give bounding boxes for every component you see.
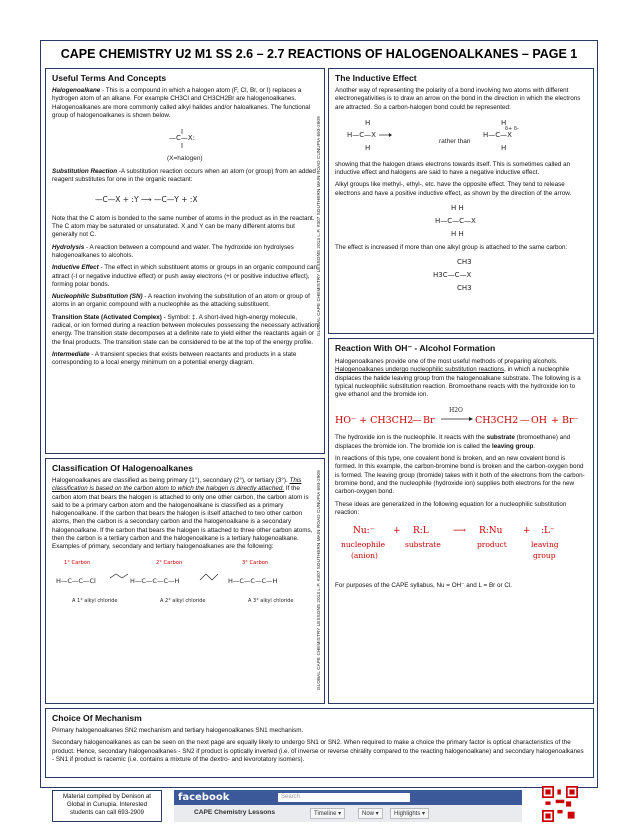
bromoethane-equation xyxy=(335,403,589,429)
useful-terms-heading: Useful Terms And Concepts xyxy=(52,73,167,83)
svg-text:H—C—C—C—H: H—C—C—C—H xyxy=(228,576,278,585)
halogen-label: (X=halogen) xyxy=(167,155,203,163)
note-text: Note that the C atom is bonded to the same number of atoms in the product as in the reactant. The C atom may be saturated or unsaturated. X and Y can be many different atoms but generally not C. xyxy=(52,214,315,239)
equation-arrow-label: H2O xyxy=(449,407,463,415)
svg-text:Nu:⁻: Nu:⁻ xyxy=(353,526,375,537)
inductive-effect-panel xyxy=(328,68,594,334)
svg-text:CH3: CH3 xyxy=(457,284,472,293)
svg-text:⟶: ⟶ xyxy=(453,526,466,537)
mechanism-p2: Secondary halogenoalkanes as can be seen on the next page are equally likely to undergo SN1 or SN2. When required to make a choice the primary factor is optical characteristics of the product. Hence, secondary halogenoalkanes - SN2 if product is optically inverted (i.e. of inverse or reverse chirality compared to the reacting halogenoalkane) and secondary halogenoalkanes - SN1 if product is racemic (i.e. contains a mixture of the dextro- and levorotatory isomers). xyxy=(52,739,584,763)
svg-text:H—C—X: H—C—X xyxy=(347,130,376,139)
facebook-highlights-button[interactable]: Highlights ▾ xyxy=(390,808,429,819)
inductive-p1: Another way of representing the polarity of a bond involving two atoms with different electronegativities is to draw an arrow on the bond in the direction in which the electrons are attracted. So a carbon-halogen bond could be represented: xyxy=(335,87,581,111)
example-3-name: A 3° alkyl chloride xyxy=(248,597,294,604)
mechanism-heading: Choice Of Mechanism xyxy=(52,713,142,723)
svg-text:H—C—X: H—C—X xyxy=(483,130,512,139)
svg-text:—C—X:: —C—X: xyxy=(169,134,196,143)
svg-text:R:Nu: R:Nu xyxy=(479,526,503,537)
halogenoalkane-definition: Halogenoalkane - This is a compound in which a halogen atom (F, Cl, Br, or I) replaces a hydrogen atom of an alkane. For example CH3Cl and CH3CH2Br are halogenoalkanes. Halogenoalkanes are more commonly called alkyl halides and/or haloalkanes. The functional group of halogenoalkanes is shown below. xyxy=(52,87,311,119)
svg-text:H H: H H xyxy=(451,230,464,239)
svg-text:δ+ δ-: δ+ δ- xyxy=(505,125,519,132)
inductive-p2: showing that the halogen draws electrons towards itself. This is sometimes called an inductive effect and halogens are said to have a negative inductive effect. xyxy=(335,160,571,177)
equation-br: Br xyxy=(423,415,435,427)
facebook-now-button[interactable]: Now ▾ xyxy=(358,808,383,819)
svg-text:H: H xyxy=(365,118,371,127)
reaction-panel xyxy=(328,338,594,704)
reaction-p5: For purposes of the CAPE syllabus, Nu = OH⁻ and L = Br or Cl. xyxy=(335,582,513,590)
svg-text:H3C—C—X: H3C—C—X xyxy=(433,271,472,280)
svg-text:H: H xyxy=(501,143,507,152)
mechanism-panel xyxy=(45,708,594,778)
side-text-lower: GLOBAL CAPE CHEMISTRY LESSONS 2013 L.P. #307 SOUTHERN MAIN ROAD CUNUPIA 693-2909 xyxy=(316,470,321,690)
inductive-heading: The Inductive Effect xyxy=(335,73,417,83)
inductive-p3: Alkyl groups like methyl-, ethyl-, etc. have the opposite effect. They tend to release electrons and have a positive inductive effect, as shown by the direction of the arrow. xyxy=(335,181,572,197)
equation-left: HO⁻ + CH3CH2 xyxy=(335,415,414,427)
reaction-p2: The hydroxide ion is the nucleophile. It reacts with the substrate (bromoethane) and displaces the bromide ion. The bromide ion is called the leaving group. xyxy=(335,434,571,450)
reaction-heading: Reaction With OH⁻ - Alcohol Formation xyxy=(335,343,496,353)
reaction-p1: Halogenoalkanes provide one of the most useful methods of preparing alcohols. Halogenoalkanes undergo nucleophilic substitution reactions, in which a nucleophile displaces the halide leaving group from the halogenoalkane substrate. The following is a typical nucleophilic substitution reaction. Bromoethane reacts with the hydroxide ion to give ethanol and the bromide ion. xyxy=(335,358,581,399)
classification-examples-diagram xyxy=(52,556,318,606)
side-text-upper: GLOBAL CAPE CHEMISTRY LESSONS 2013 L.P. #307 SOUTHERN MAIN ROAD CUNUPIA 693-2909 xyxy=(316,116,321,336)
svg-text:+: + xyxy=(523,526,531,537)
svg-text:R:L: R:L xyxy=(413,526,429,537)
classification-panel xyxy=(45,458,325,704)
intermediate-definition: Intermediate - A transient species that exists between reactants and products in a state corresponding to a local energy minimum on a potential energy diagram. xyxy=(52,350,297,367)
classification-heading: Classification Of Halogenoalkanes xyxy=(52,463,193,473)
svg-text:H—C—C—X: H—C—C—X xyxy=(435,217,476,226)
svg-text:+: + xyxy=(393,526,401,537)
example-1-type: 1° Carbon xyxy=(64,559,91,566)
general-substitution-equation xyxy=(335,521,589,569)
svg-text:group: group xyxy=(533,551,556,561)
svg-text:CH3: CH3 xyxy=(457,258,472,267)
svg-text:—: — xyxy=(412,415,422,427)
svg-text:H: H xyxy=(365,143,371,152)
example-1-name: A 1° alkyl chloride xyxy=(72,597,118,604)
hydrolysis-definition: Hydrolysis - A reaction between a compound and water. The hydroxide ion hydrolyses halogenoalkanes to alcohols. xyxy=(52,243,294,259)
classification-text: Halogenoalkanes are classified as being primary (1°), secondary (2°), or tertiary (3°). This classification is based on the carbon atom to which the halogen is directly attached. If the carbon atom that bears the halogen is attached to only one other carbon, the carbon atom is said to be a primary carbon atom and the halogenoalkane is classified as a primary halogenoalkane. If the carbon that bears the halogen is itself attached to two other carbon atoms, then the carbon is a secondary carbon and the halogenoalkane is a secondary halogenoalkane. If the carbon that bears the halogen is attached to three other carbon atoms, then the carbon is a tertiary carbon and the halogenoalkane is a tertiary halogenoalkane. Examples of primary, secondary and tertiary halogenoalkanes are the following: xyxy=(52,477,313,551)
equation-oh: OH xyxy=(531,415,548,427)
equation-end: + Br⁻ xyxy=(551,415,579,427)
alkyl-push-diagram xyxy=(421,202,501,240)
facebook-page-bar xyxy=(174,805,522,822)
svg-text:substrate: substrate xyxy=(405,540,441,550)
facebook-logo: facebook xyxy=(178,792,230,803)
bond-polarity-diagram xyxy=(335,116,589,156)
svg-text::L⁻: :L⁻ xyxy=(541,526,555,537)
rather-than-label: rather than xyxy=(439,137,471,145)
facebook-timeline-button[interactable]: Timeline ▾ xyxy=(310,808,345,819)
reaction-p4: These ideas are generalized in the following equation for a nucleophilic substitution reaction: xyxy=(335,500,567,516)
svg-text:leaving: leaving xyxy=(531,540,559,550)
equation-right: CH3CH2 xyxy=(475,415,519,427)
example-2-type: 2° Carbon xyxy=(156,559,183,566)
facebook-banner[interactable] xyxy=(174,790,522,822)
svg-text:H—C—C—C—H: H—C—C—C—H xyxy=(130,576,180,585)
svg-text:—: — xyxy=(520,415,530,427)
transition-definition: Transition State (Activated Complex) - Symbol: ‡. A short-lived high-energy molecule, radical, or ion formed during a reaction between molecules possessing the necessary activation energy. The transition state decomposes at a definite rate to yield either the reactants again or the final products. The transition state can be considered to be at the top of the energy profile. xyxy=(52,313,319,346)
svg-text:product: product xyxy=(477,540,507,550)
mechanism-p1: Primary halogenoalkanes SN2 mechanism and tertiary halogenoalkanes SN1 mechanism. xyxy=(52,727,304,734)
tertiary-push-diagram xyxy=(421,256,501,294)
page-title: CAPE CHEMISTRY U2 M1 SS 2.6 – 2.7 REACTIONS OF HALOGENOALKANES – PAGE 1 xyxy=(60,47,578,61)
qr-code-icon xyxy=(540,786,580,822)
svg-text:(anion): (anion) xyxy=(351,551,378,561)
reaction-p3: In reactions of this type, one covalent bond is broken, and an new covalent bond is formed. In this example, the carbon-bromine bond is broken and the carbon-oxygen bond is formed. The leaving group (bromide) takes with it both of the electrons from the carbon-bromine bond, and the nucleophile (hydroxide ion) supplies both electrons for the new carbon-oxygen bond. xyxy=(335,455,585,496)
compiled-by-note: Material compiled by Denison at Global in Cunupia. Interested students can call 693-2909 xyxy=(52,790,162,822)
facebook-search-input[interactable]: Search xyxy=(278,793,410,802)
nucleophilic-definition: Nucleophilic Substitution (SN) - A reaction involving the substitution of an atom or group of atoms in an organic compound with a nucleophile as the attacking substituent. xyxy=(52,293,310,309)
substitution-equation-diagram xyxy=(85,189,285,211)
svg-text:H—C—C—Cl: H—C—C—Cl xyxy=(56,576,96,585)
useful-terms-panel xyxy=(45,68,325,454)
functional-group-diagram xyxy=(155,124,215,164)
substitution-definition: Substitution Reaction -A substitution reaction occurs when an atom (or group) from an added reagent substitutes for one in the organic reactant: xyxy=(52,168,316,184)
svg-text:nucleophile: nucleophile xyxy=(341,540,386,550)
example-2-name: A 2° alkyl chloride xyxy=(160,597,206,604)
svg-text:H: H xyxy=(501,118,507,127)
example-3-type: 3° Carbon xyxy=(242,559,269,566)
svg-text:—C—X + :Y ⟶ —C—Y + :X: —C—X + :Y ⟶ —C—Y + :X xyxy=(95,194,198,204)
svg-text:H H: H H xyxy=(451,204,464,213)
inductive-definition: Inductive Effect - The effect in which substituent atoms or groups in an organic compound can attract (-I or negative inductive effect) or push away electrons (+I or positive inductive effect), forming polar bonds. xyxy=(52,264,317,288)
inductive-p4: The effect is increased if more than one alkyl group is attached to the same carbon: xyxy=(335,244,568,252)
facebook-page-name[interactable]: CAPE Chemistry Lessons xyxy=(194,809,275,816)
